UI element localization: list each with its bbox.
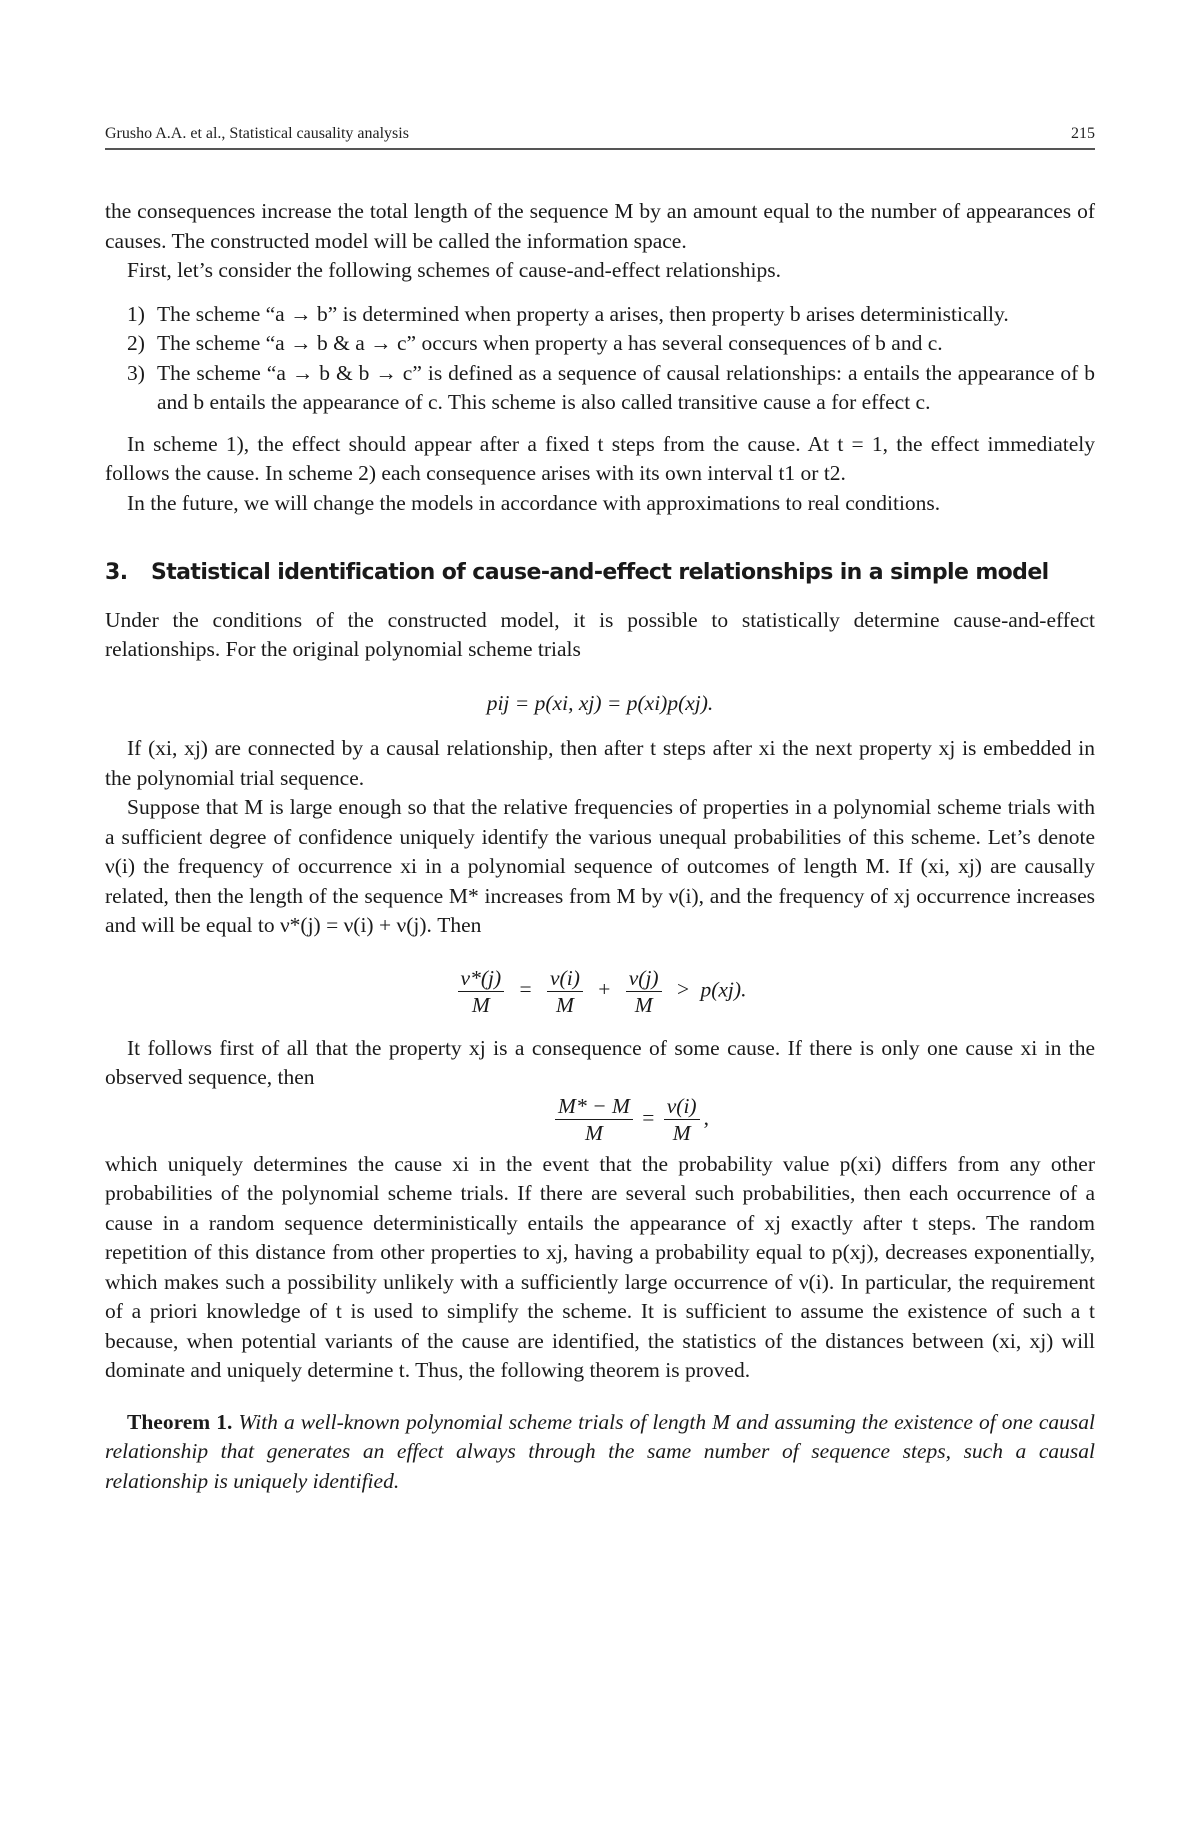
numerator: M* − M	[555, 1093, 633, 1120]
scheme-text: The scheme “a → b” is determined when property a arises, then property b arises deterministically.	[157, 301, 1009, 326]
plus-sign: +	[598, 976, 611, 1001]
section-title: Statistical identification of cause-and-effect relationships in a simple model	[151, 560, 1049, 585]
paragraph-which: which uniquely determines the cause xi in the event that the probability value p(xi) differs from any other probabilities of the polynomial scheme trials. If there are several such probabilities, then each occurrence of a cause in a random sequence deterministically entails the appearance of xj exactly after t steps. The random repetition of this distance from other properties to xj, having a probability equal to p(xj), decreases exponentially, which makes such a possibility unlikely with a sufficiently large occurrence of ν(i). In particular, the requirement of a priori knowledge of t is used to simplify the scheme. It is sufficient to assume the existence of such a t because, when potential variants of the cause are identified, the statistics of the distances between (xi, xj) will dominate and uniquely determine t. Thus, the following theorem is proved.	[105, 1151, 1095, 1382]
running-head-title: Grusho A.A. et al., Statistical causality analysis	[105, 125, 409, 142]
numerator: ν(i)	[547, 965, 583, 992]
fraction	[555, 1093, 633, 1146]
section-heading	[105, 558, 1095, 588]
paragraph-under: Under the conditions of the constructed model, it is possible to statistically determine cause-and-effect relationships. For the original polynomial scheme trials	[105, 607, 1095, 661]
running-head	[105, 125, 1095, 147]
equation-rhs: p(xj).	[700, 976, 747, 1001]
denominator: M	[471, 992, 490, 1017]
theorem-1	[105, 1408, 1095, 1497]
paragraph-suppose: Suppose that M is large enough so that the relative frequencies of properties in a polynomial scheme trials with a sufficient degree of confidence uniquely identify the various unequal probabilities of this scheme. Let’s denote ν(i) the frequency of occurrence xi in a polynomial sequence of outcomes of length M. If (xi, xj) are causally related, then the length of the sequence M* increases from M by ν(i), and the frequency of xj occurrence increases and will be equal to ν*(j) = ν(i) + ν(j). Then	[105, 795, 1095, 937]
theorem-text: With a well-known polynomial scheme trials of length M and assuming the existence of one causal relationship that generates an effect always through the same number of sequence steps, such a causal relationship is uniquely identified.	[105, 1409, 1095, 1493]
equation-joint-probability: pij = p(xi, xj) = p(xi)p(xj).	[486, 690, 714, 715]
scheme-text: The scheme “a → b & a → c” occurs when property a has several consequences of b and c.	[157, 331, 943, 355]
fraction	[626, 965, 662, 1018]
denominator: M	[634, 992, 653, 1017]
scheme-item	[105, 329, 1095, 359]
page-body	[105, 197, 1095, 1496]
scheme-item	[105, 300, 1095, 330]
equation-frequency-ratio	[105, 965, 1095, 1018]
denominator: M	[672, 1120, 691, 1145]
fraction	[547, 965, 583, 1018]
equals-sign: =	[642, 1104, 655, 1129]
theorem-label: Theorem 1.	[127, 1409, 233, 1434]
numerator: ν*(j)	[458, 965, 505, 992]
header-rule	[105, 148, 1095, 150]
scheme-number: 2)	[127, 331, 145, 355]
section-number: 3.	[105, 560, 128, 585]
paragraph-scheme1: In scheme 1), the effect should appear after a fixed t steps from the cause. At t = 1, the effect immediately follows the cause. In scheme 2) each consequence arises with its own interval t1 or t2.	[105, 431, 1095, 485]
greater-than-sign: >	[676, 976, 690, 1001]
numerator: ν(j)	[626, 965, 662, 992]
paragraph-follows: It follows first of all that the property xj is a consequence of some cause. If there is only one cause xi in the observed sequence, then	[105, 1035, 1095, 1089]
scheme-number: 1)	[127, 301, 145, 326]
numerator: ν(i)	[664, 1093, 700, 1120]
denominator: M	[555, 992, 574, 1017]
page-number: 215	[1071, 125, 1095, 142]
schemes-list	[105, 300, 1095, 418]
equals-sign: =	[519, 976, 532, 1001]
fraction	[664, 1093, 700, 1146]
paragraph-if: If (xi, xj) are connected by a causal relationship, then after t steps after xi the next property xj is embedded in the polynomial trial sequence.	[105, 736, 1095, 790]
equation-length-ratio: $\frac{M* - M}{M}$ = $\frac{\nu(i)}{M}$ ,	[105, 1093, 1095, 1146]
denominator: M	[584, 1120, 603, 1145]
paragraph-future: In the future, we will change the models in accordance with approximations to real conditions.	[127, 490, 941, 515]
paragraph-first: First, let’s consider the following schemes of cause-and-effect relationships.	[127, 258, 781, 282]
scheme-item	[105, 359, 1095, 418]
scheme-number: 3)	[127, 360, 145, 385]
fraction	[458, 965, 505, 1018]
paragraph-intro: the consequences increase the total length of the sequence M by an amount equal to the number of appearances of causes. The constructed model will be called the information space.	[105, 199, 1095, 253]
scheme-text: The scheme “a → b & b → c” is defined as a sequence of causal relationships: a entails the appearance of b and b entails the appearance of c. This scheme is also called transitive cause a for effect c.	[157, 360, 1095, 414]
